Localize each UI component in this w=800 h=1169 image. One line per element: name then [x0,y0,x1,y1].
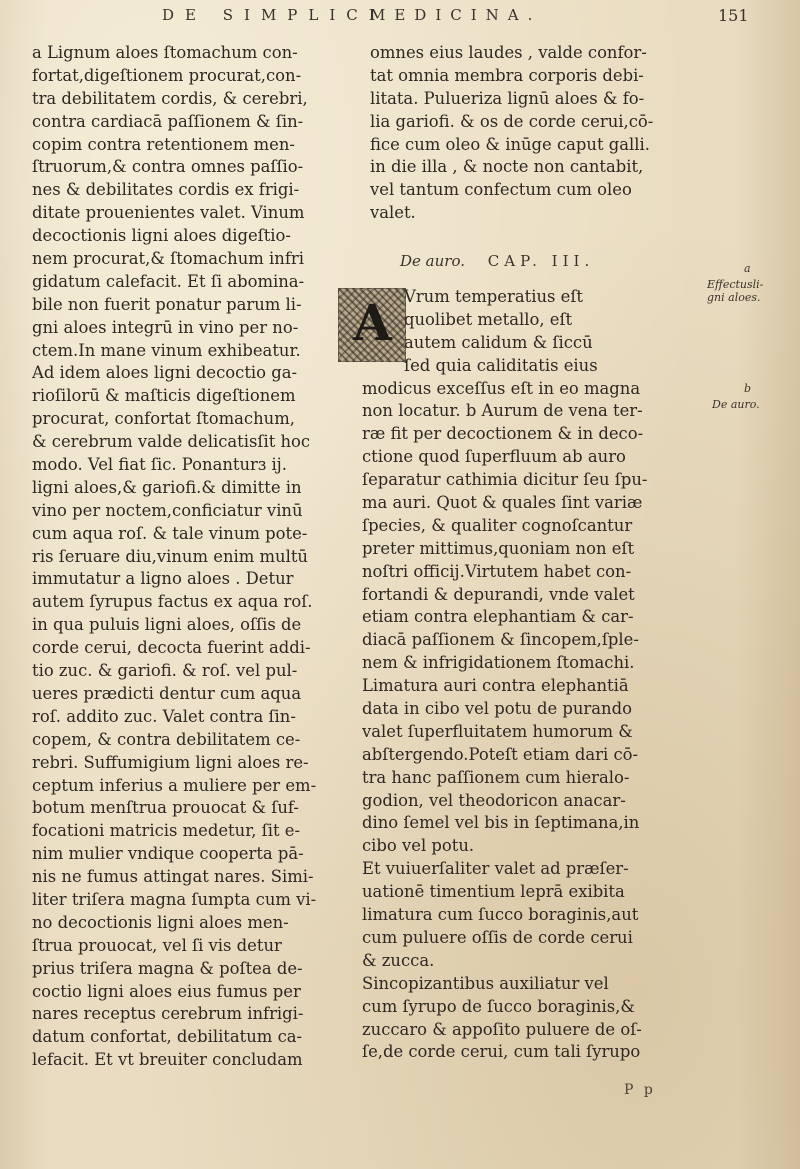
left-column [32,42,358,1072]
signature-mark: P p [624,1082,656,1098]
right-body-line: noſtri officij.Virtutem habet con- [362,561,632,581]
section-heading-title: De auro. [400,252,465,270]
left-column-line: ueres prædicti dentur cum aqua [32,683,302,703]
left-column-line: nim mulier vndique cooperta pā- [32,844,304,864]
right-column-line: lia gariofi. & os de corde cerui,cō- [370,111,654,131]
left-column-line: rebri. Suffumigium ligni aloes re- [32,752,309,772]
left-column-line: modo. Vel fiat ſic. Ponanturɜ ij. [32,455,287,475]
right-body-line: godion, vel theodoricon anacar- [362,790,626,810]
left-column-line: nes & debilitates cordis ex frigi- [32,180,300,200]
right-body-line: cum puluere oſſis de corde cerui [362,927,633,947]
left-column-line: autem ſyrupus factus ex aqua roſ. [32,592,313,612]
right-body-line: limatura cum ſucco boraginis,aut [362,905,639,925]
left-column-line: in qua puluis ligni aloes, oſſis de [32,615,302,635]
right-body-line: uationē timentium leprā exibita [362,882,625,902]
left-column-line: ceptum inferius a muliere per em- [32,775,317,795]
left-column-line: lefacit. Et vt breuiter concludam [32,1050,303,1070]
section-heading-chapter: CAP. III. [487,252,595,270]
right-body-line: autem calidum & ſiccū [404,332,593,352]
right-body-line: modicus exceſſus eſt in eo magna [362,378,641,398]
header-right-title: MEDICINA. [370,6,542,24]
left-column-line: copim contra retentionem men- [32,134,295,154]
running-header [0,4,800,30]
right-body-line: ſed quia caliditatis eius [404,355,598,375]
right-column-body [362,286,692,1064]
right-column-line: tat omnia membra corporis debi- [370,65,644,85]
section-heading [400,252,594,270]
left-column-line: gni aloes integrū in vino per no- [32,317,299,337]
right-column-top [370,42,692,225]
right-body-line: Et vuiuerſaliter valet ad præſer- [362,859,629,879]
left-column-line: ſtrua prouocat, vel ſi vis detur [32,935,282,955]
right-body-line: preter mittimus,quoniam non eſt [362,538,635,558]
left-column-line: nis ne fumus attingat nares. Simi- [32,867,314,887]
right-body-line: tra hanc paſſionem cum hieralo- [362,767,630,787]
left-column-line: a Lignum aloes ſtomachum con- [32,43,298,62]
left-column-line: corde cerui, decocta fuerint addi- [32,638,311,658]
left-column-line: contra cardiacā paſſionem & ſin- [32,111,304,131]
left-column-line: ligni aloes,& gariofi.& dimitte in [32,477,302,497]
left-column-line: cum aqua roſ. & tale vinum pote- [32,523,308,543]
right-column-line: valet. [370,203,416,223]
right-body-line: diacā paſſionem & ſincopem,ſple- [362,630,639,650]
left-column-line: prius triſera magna & poſtea de- [32,958,303,978]
right-body-line: cum ſyrupo de ſucco boraginis,& [362,996,635,1016]
left-column-line: roſ. addito zuc. Valet contra ſin- [32,706,296,726]
right-body-line: etiam contra elephantiam & car- [362,607,634,627]
left-column-line: ris ſeruare diu,vinum enim multū [32,546,308,566]
left-column-line: nem procurat,& ſtomachum infri [32,249,304,269]
left-column-line: gidatum calefacit. Et ſi abomina- [32,271,305,291]
right-body-line: valet ſuperfluitatem humorum & [362,721,633,741]
right-body-line: zuccaro & appoſito puluere de oſ- [362,1019,642,1039]
right-body-line: ſe,de corde cerui, cum tali ſyrupo [362,1042,641,1062]
left-column-line: Ad idem aloes ligni decoctio ga- [32,363,298,383]
right-body-line: fortandi & depurandi, vnde valet [362,584,635,604]
right-body-line: ræ fit per decoctionem & in deco- [362,424,644,444]
margin-note-b-letter: b [744,382,752,395]
margin-note-a-text: Effectusli- gni aloes. [707,278,764,304]
left-column-line: copem, & contra debilitatem ce- [32,729,301,749]
left-column-line: nares receptus cerebrum infrigi- [32,1004,304,1024]
right-body-line: cibo vel potu. [362,836,475,856]
left-column-line: ditate prouenientes valet. Vinum [32,203,305,223]
right-body-line: non locatur. b Aurum de vena ter- [362,401,643,421]
margin-note-b-text: De auro. [712,398,760,411]
left-column-line: tra debilitatem cordis, & cerebri, [32,88,308,108]
left-column-line: no decoctionis ligni aloes men- [32,912,289,932]
right-column-line: vel tantum confectum cum oleo [370,180,632,200]
decorated-initial-letter: A [353,293,392,352]
left-column-line: focationi matricis medetur, ſit e- [32,821,300,841]
right-column-line: omnes eius laudes , valde confor- [370,43,647,62]
right-column-line: in die illa , & nocte non cantabit, [370,157,644,177]
right-column-line: fice cum oleo & inūge caput galli. [370,134,650,154]
right-body-line: quolibet metallo, eſt [404,309,573,329]
left-column-line: coctio ligni aloes eius fumus per [32,981,301,1001]
left-column-line: liter triſera magna ſumpta cum vi- [32,889,317,909]
left-column-line: tio zuc. & gariofi. & roſ. vel pul- [32,661,298,681]
left-column-line: datum confortat, debilitatum ca- [32,1027,303,1047]
left-column-line: decoctionis ligni aloes digeſtio- [32,226,291,246]
left-column-line: immutatur a ligno aloes . Detur [32,569,294,589]
right-body-line: ſeparatur cathimia dicitur ſeu ſpu- [362,470,648,490]
right-body-line: dino ſemel vel bis in ſeptimana,in [362,813,640,833]
left-column-line: rioſilorū & maſticis digeſtionem [32,386,296,406]
right-body-line: nem & infrigidationem ſtomachi. [362,653,635,673]
left-column-line: & cerebrum valde delicatisſit hoc [32,432,311,452]
left-column-line: procurat, confortat ſtomachum, [32,409,295,429]
margin-note-a-letter: a [744,262,751,275]
page-number: 151 [718,6,749,25]
right-body-line: Sincopizantibus auxiliatur vel [362,973,609,993]
left-column-line: botum menſtrua prouocat & ſuf- [32,798,299,818]
right-body-line: & zucca. [362,950,435,970]
right-column-line: litata. Pulueriza lignū aloes & fo- [370,88,645,108]
left-column-line: ſtruorum,& contra omnes paſſio- [32,157,304,177]
right-body-line: ma auri. Quot & quales ſint variæ [362,493,643,513]
right-body-line: Limatura auri contra elephantiā [362,676,629,696]
right-body-line: abſtergendo.Poteſt etiam dari cō- [362,744,639,764]
left-column-line: fortat,digeſtionem procurat,con- [32,65,302,85]
right-body-line: Vrum temperatius eſt [404,287,583,306]
left-column-line: bile non fuerit ponatur parum li- [32,294,302,314]
right-body-line: ſpecies, & qualiter cognoſcantur [362,515,633,535]
right-body-line: ctione quod ſuperfluum ab auro [362,447,626,467]
header-left-title: DE SIMPLICI [162,6,386,24]
left-column-line: ctem.In mane vinum exhibeatur. [32,340,301,360]
right-body-line: data in cibo vel potu de purando [362,699,632,719]
left-column-line: vino per noctem,conficiatur vinū [32,500,303,520]
